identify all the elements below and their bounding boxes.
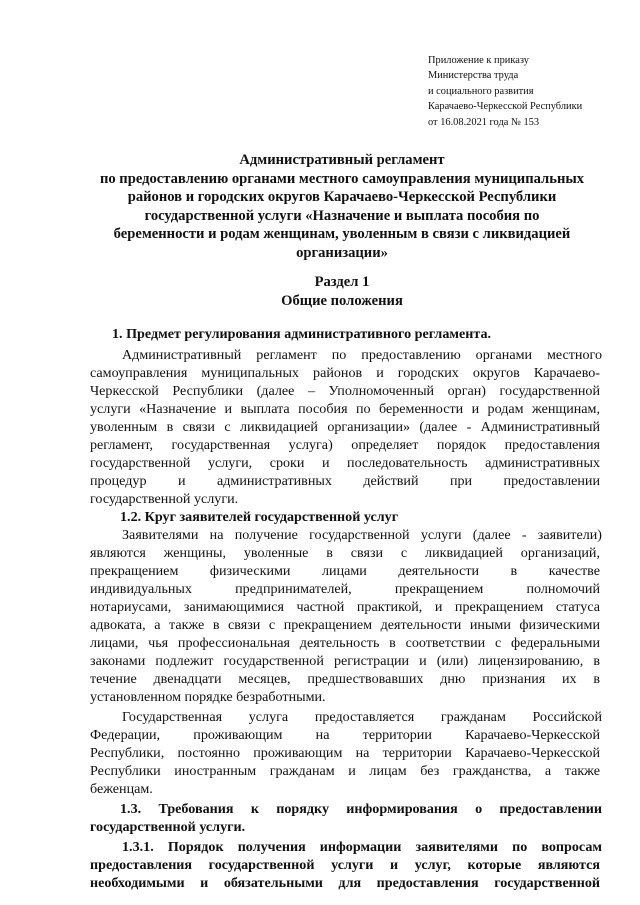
body-line: индивидуальных предпринимателей, прекращением полномочий: [90, 581, 600, 597]
body-line: регламент, государственная услуга) определяет порядок предоставления: [90, 437, 600, 453]
title-line: по предоставлению органами местного самоуправления муниципальных: [99, 170, 585, 187]
body-line: государственной услуги, сроки и последовательность административных: [90, 455, 600, 471]
body-line: процедур и административных действий при предоставлении: [90, 473, 600, 489]
document-title: [80, 151, 604, 263]
heading-informing: 1.3. Требования к порядку информирования о предоставлении: [120, 801, 602, 817]
section-name: Общие положения: [281, 292, 403, 309]
annex-line: и социального развития: [428, 85, 534, 97]
body-line: государственной услуги.: [90, 491, 239, 507]
heading-subject: 1. Предмет регулирования административного регламента.: [112, 326, 492, 342]
body-line: Государственная услуга предоставляется гражданам Российской: [122, 709, 602, 725]
title-line: государственной услуги «Назначение и выплата пособия по: [144, 207, 540, 224]
heading-informing-cont: государственной услуги.: [90, 819, 246, 835]
body-line: Федерации, проживающим на территории Карачаево-Черкесской: [90, 727, 600, 743]
title-line: районов и городских округов Карачаево-Черкесской Республики: [127, 189, 557, 206]
title-line: организации»: [296, 244, 388, 261]
heading-applicants: 1.2. Круг заявителей государственной услуг: [120, 509, 399, 525]
body-line: лицами, чья профессиональная деятельность в соответствии с федеральными: [90, 635, 600, 651]
body-line: услуги «Назначение и выплата пособия по беременности и родам женщинам,: [90, 401, 600, 417]
title-line: Административный регламент: [239, 152, 445, 168]
annex-line: Карачаево-Черкесской Республики: [428, 101, 583, 113]
body-line: течение двенадцати месяцев, предшествовавших дню признания их в: [90, 671, 600, 687]
heading-procedure: 1.3.1. Порядок получения информации заявителями по вопросам: [122, 839, 602, 855]
body-line: установленном порядке безработными.: [90, 689, 326, 705]
heading-procedure-cont: необходимыми и обязательными для предоставления государственной: [90, 875, 600, 891]
annex-line: от 16.08.2021 года № 153: [428, 116, 540, 128]
body-line: прекращением физическими лицами деятельности в качестве: [90, 563, 600, 579]
body-line: Заявителями на получение государственной услуги (далее - заявители): [122, 527, 602, 543]
body-line: Черкесской Республики (далее – Уполномоченный орган) государственной: [90, 383, 600, 399]
heading-procedure-cont: предоставления государственной услуги и услуг, которые являются: [90, 857, 600, 873]
section-heading: [80, 273, 604, 310]
body-line: самоуправления муниципальных районов и городских округов Карачаево-: [90, 365, 600, 381]
section-number: Раздел 1: [314, 274, 370, 290]
body-line: Республики, постоянно проживающим на территории Карачаево-Черкесской: [90, 745, 600, 761]
body-line: нотариусами, занимающимися частной практикой, и прекращением статуса: [90, 599, 600, 615]
body-line: Административный регламент по предоставлению органами местного: [122, 347, 602, 363]
annex-line: Министерства труда: [428, 70, 519, 82]
body-line: адвоката, а также в связи с прекращением деятельности иными физическими: [90, 617, 600, 633]
body-line: уволенным в связи с ликвидацией организации» (далее - Административный: [90, 419, 600, 435]
body-line: законами подлежит государственной регистрации и (или) лицензированию, в: [90, 653, 600, 669]
annex-line: Приложение к приказу: [428, 55, 529, 66]
body-line: являются женщины, уволенные в связи с ликвидацией организаций,: [90, 545, 600, 561]
title-line: беременности и родам женщинам, уволенным в связи с ликвидацией: [113, 226, 571, 243]
annex-note: [428, 53, 582, 130]
body-line: беженцам.: [90, 781, 153, 797]
body-line: Республики иностранным гражданам и лицам без гражданства, а также: [90, 763, 600, 779]
